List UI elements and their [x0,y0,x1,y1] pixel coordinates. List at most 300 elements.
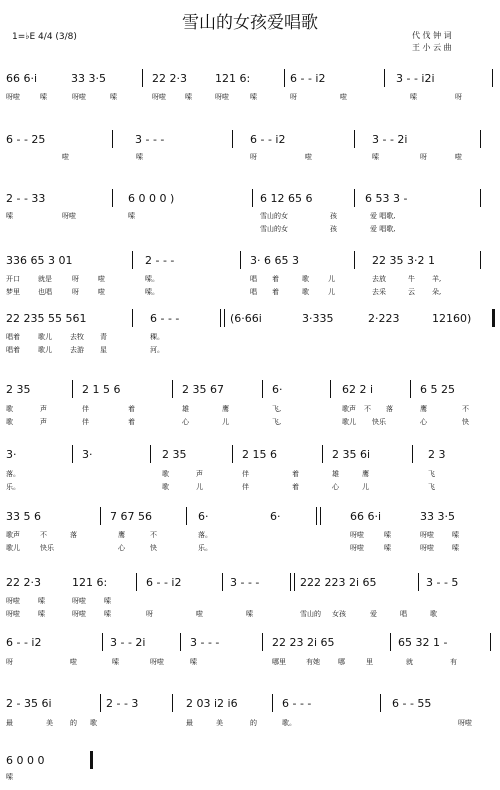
lyric: 雪山的女 [260,212,288,220]
lyric: 唱 [400,610,407,618]
measure: 2 - - 33 [6,192,46,205]
measure: 2 35 [6,383,31,396]
lyric: 歌声 [342,405,356,413]
barline [172,380,173,398]
barline [354,251,355,269]
lyric-line [0,417,500,428]
lyric: 呀 [146,610,153,618]
lyric: 歌。 [282,719,296,727]
measure: 2 - - - [145,254,175,267]
music-row [0,448,500,464]
lyric: 鹰 [118,531,125,539]
lyric: 快乐 [372,418,386,426]
lyric: 心 [332,483,339,491]
measure: 65 32 1 - [398,636,448,649]
lyric: 不 [150,531,157,539]
measure: 2 35 [162,448,187,461]
lyric: 歌儿 [38,346,52,354]
lyric: 嗦 [104,610,111,618]
lyric-line [0,274,500,285]
measure: 2 35 67 [182,383,224,396]
lyric: 最 [6,719,13,727]
measure: 2 1 5 6 [82,383,121,396]
music-row [0,133,500,149]
lyric: 嗦。 [145,288,159,296]
music-row [0,383,500,399]
barline [72,445,73,463]
lyric: 呀 [455,93,462,101]
lyric-line [0,543,500,554]
lyric: 呀啦 [458,719,472,727]
lyric: 嗦 [38,610,45,618]
lyric: 呀啦 [350,544,364,552]
lyric: 伴 [242,483,249,491]
lyric: 嗦 [128,212,135,220]
lyric: 去放 [372,275,386,283]
lyric-line [0,772,500,783]
measure: 3 - - - [135,133,165,146]
barline [262,380,263,398]
measure: 6 0 0 0 ) [128,192,175,205]
measure: 121 6: [72,576,108,589]
measure: 6 - - - [282,697,312,710]
barline [102,633,103,651]
measure: 2 15 6 [242,448,277,461]
lyric: 啦 [455,153,462,161]
lyric: 伴 [82,418,89,426]
music-row [0,510,500,526]
lyric: 鹰 [222,405,229,413]
lyric: 歌声 [6,531,20,539]
barline [480,130,481,148]
measure: 6 53 3 - [365,192,408,205]
barline [150,445,151,463]
measure: 6 - - - [150,312,180,325]
lyric: 最 [186,719,193,727]
lyric: 呀啦 [150,658,164,666]
measure: 6 - - i2 [6,636,42,649]
key-signature: 1=♭E 4/4 (3/8) [12,32,77,42]
lyric: 儿 [196,483,203,491]
lyric: 伴 [82,405,89,413]
barline [320,507,321,525]
measure: 33 5 6 [6,510,41,523]
lyric: 呀 [72,275,79,283]
measure: 7 67 56 [110,510,152,523]
lyric: 呀啦 [72,597,86,605]
measure: 2 3 [428,448,446,461]
lyric: 着 [272,288,279,296]
lyric-line [0,345,500,356]
lyric: 云 [408,288,415,296]
lyric: 歌儿 [6,544,20,552]
lyric: 呀啦 [420,531,434,539]
measure: 12160) [432,312,472,325]
lyric: 呀啦 [62,212,76,220]
barline [262,633,263,651]
measure: 6· [198,510,209,523]
lyric-line [0,469,500,480]
lyric: 美 [46,719,53,727]
lyric-line [0,718,500,729]
measure: 6 - - i2 [250,133,286,146]
lyric: 嗦 [246,610,253,618]
music-row [0,254,500,270]
lyric: 儿 [328,288,335,296]
measure: 2 35 6i [332,448,371,461]
lyric: 着 [128,418,135,426]
lyric: 去采 [372,288,386,296]
lyric: 心 [118,544,125,552]
measure: 3 - - 2i [372,133,408,146]
lyric: 着 [292,483,299,491]
barline [316,507,317,525]
lyric: 不 [364,405,371,413]
lyric-line [0,609,500,620]
barline [222,573,223,591]
barline [412,445,413,463]
measure: 222 223 2i 65 [300,576,377,589]
lyric: 嗦 [110,93,117,101]
lyric: 呀 [290,93,297,101]
lyric: 快乐 [40,544,54,552]
lyric: 歌儿 [38,333,52,341]
lyric: 爱 唱歌, [370,225,396,233]
lyric: 嗦 [112,658,119,666]
barline [100,507,101,525]
lyric: 呀啦 [6,93,20,101]
lyric: 河。 [150,346,164,354]
lyric: 落。 [198,531,212,539]
lyric: 唱 [250,288,257,296]
measure: 2 03 i2 i6 [186,697,238,710]
measure: 121 6: [215,72,251,85]
lyric: 就 [406,658,413,666]
lyric: 嗦 [136,153,143,161]
measure: 22 2·3 [6,576,41,589]
barline [240,251,241,269]
lyric: 呀 [72,288,79,296]
barline [252,189,253,207]
lyric-line [0,92,500,103]
lyric: 雪山的女 [260,225,288,233]
music-row [0,754,500,770]
lyric: 呀啦 [6,597,20,605]
lyric: 啦 [62,153,69,161]
measure: 3·335 [302,312,334,325]
lyric: 快 [462,418,469,426]
lyric: 羊, [432,275,442,283]
lyric: 飞 [428,470,435,478]
lyric: 呀啦 [350,531,364,539]
lyric: 的 [70,719,77,727]
lyric: 爱 唱歌, [370,212,396,220]
lyric: 歌儿 [342,418,356,426]
lyric-line [0,332,500,343]
lyric-line [0,657,500,668]
lyric: 爱 [370,610,377,618]
barline [112,189,113,207]
measure: 6 - - i2 [146,576,182,589]
lyric: 鹰 [420,405,427,413]
lyric: 儿 [328,275,335,283]
lyric: 啦 [305,153,312,161]
lyric: 美 [216,719,223,727]
barline [290,573,291,591]
lyric: 声 [196,470,203,478]
barline [418,573,419,591]
lyric: 嗦 [384,544,391,552]
lyric: 稞。 [150,333,164,341]
lyric: 哪里 [272,658,286,666]
lyric: 歌 [90,719,97,727]
lyric: 呀啦 [420,544,434,552]
lyric: 歌 [430,610,437,618]
lyric: 雄 [182,405,189,413]
music-row [0,576,500,592]
measure: 22 35 3·2 1 [372,254,435,267]
lyricist-credit: 代 伐 钟 词 [412,31,452,40]
music-row [0,697,500,713]
barline [480,189,481,207]
barline [136,573,137,591]
measure: 3 - - 5 [426,576,459,589]
barline [112,130,113,148]
lyric: 鹰 [362,470,369,478]
lyric: 呀啦 [72,610,86,618]
lyric: 落 [70,531,77,539]
lyric: 嗦 [185,93,192,101]
measure: 6 5 25 [420,383,455,396]
lyric: 去游 [70,346,84,354]
lyric: 嗦 [38,597,45,605]
barline [172,694,173,712]
lyric: 嗦 [104,597,111,605]
lyric-line [0,287,500,298]
final-barline [90,751,93,769]
lyric-line [0,596,500,607]
barline [284,69,285,87]
measure: 22 235 55 561 [6,312,87,325]
barline [294,573,295,591]
lyric-line [0,482,500,493]
repeat-barline [492,309,495,327]
barline [186,507,187,525]
lyric: 啦 [196,610,203,618]
barline [490,633,491,651]
lyric: 呀 [420,153,427,161]
lyric: 啦 [98,275,105,283]
barline [480,251,481,269]
lyric: 儿 [222,418,229,426]
lyric: 呀啦 [215,93,229,101]
lyric: 嗦 [6,773,13,781]
measure: 6 - - i2 [290,72,326,85]
lyric: 飞, [272,405,282,413]
lyric: 开口 [6,275,20,283]
lyric: 嗦 [410,93,417,101]
lyric: 有她 [306,658,320,666]
lyric: 呀啦 [72,93,86,101]
lyric: 嗦 [6,212,13,220]
barline [354,189,355,207]
lyric: 呀啦 [152,93,166,101]
lyric: 歌 [6,405,13,413]
lyric: 落。 [6,470,20,478]
lyric: 唱着 [6,346,20,354]
lyric: 梦里 [6,288,20,296]
barline [322,445,323,463]
lyric: 伴 [242,470,249,478]
measure: 6· [272,383,283,396]
lyric: 哪 [338,658,345,666]
lyric: 歌 [162,470,169,478]
lyric: 着 [128,405,135,413]
barline [410,380,411,398]
lyric: 呀 [6,658,13,666]
lyric: 着 [292,470,299,478]
lyric: 啦 [98,288,105,296]
lyric: 歌 [302,275,309,283]
lyric: 女孩 [332,610,346,618]
barline [180,633,181,651]
lyric: 嗦 [250,93,257,101]
lyric: 雄 [332,470,339,478]
lyric: 也唱 [38,288,52,296]
lyric: 就是 [38,275,52,283]
measure: 6 - - 55 [392,697,432,710]
barline [330,380,331,398]
lyric: 不 [462,405,469,413]
barline [132,309,133,327]
measure: 3 - - 2i [110,636,146,649]
lyric-line [0,211,500,222]
measure: 3 - - i2i [396,72,435,85]
measure: 33 3·5 [71,72,106,85]
lyric: 歌 [302,288,309,296]
lyric: 孩 [330,225,337,233]
lyric: 啦 [340,93,347,101]
measure: 6· [270,510,281,523]
measure: 6 12 65 6 [260,192,313,205]
barline [224,309,225,327]
measure: 6 0 0 0 [6,754,45,767]
music-row [0,192,500,208]
lyric: 歌 [162,483,169,491]
lyric: 嗦 [40,93,47,101]
lyric: 牛 [408,275,415,283]
lyric: 快 [150,544,157,552]
lyric: 声 [40,418,47,426]
lyric: 呀 [250,153,257,161]
barline [492,69,493,87]
lyric: 不 [40,531,47,539]
lyric-line [0,224,500,235]
lyric-line [0,530,500,541]
measure: 22 23 2i 65 [272,636,335,649]
barline [132,251,133,269]
barline [232,445,233,463]
barline [380,694,381,712]
music-row [0,312,500,328]
lyric: 嗦 [384,531,391,539]
lyric: 的 [250,719,257,727]
lyric: 心 [182,418,189,426]
barline [100,694,101,712]
lyric: 唱着 [6,333,20,341]
measure: 3 - - - [190,636,220,649]
lyric: 呀啦 [6,610,20,618]
lyric: 唱 [250,275,257,283]
measure: 3· 6 65 3 [250,254,299,267]
lyric: 啦 [70,658,77,666]
lyric: 嗦 [372,153,379,161]
lyric: 儿 [362,483,369,491]
lyric-line [0,152,500,163]
lyric: 飞, [272,418,282,426]
measure: 3 - - - [230,576,260,589]
lyric: 歌 [6,418,13,426]
lyric: 孩 [330,212,337,220]
lyric: 嗦 [452,531,459,539]
lyric: 嗦。 [145,275,159,283]
barline [354,130,355,148]
lyric: 落 [386,405,393,413]
measure: 62 2 i [342,383,374,396]
music-row [0,636,500,652]
measure: 336 65 3 01 [6,254,73,267]
lyric: 乐。 [198,544,212,552]
lyric: 声 [40,405,47,413]
lyric: 朵, [432,288,442,296]
measure: 66 6·i [350,510,382,523]
barline [142,69,143,87]
lyric: 青 [100,333,107,341]
lyric: 心 [420,418,427,426]
measure: 2 - 35 6i [6,697,52,710]
lyric: 着 [272,275,279,283]
lyric: 里 [366,658,373,666]
measure: (6·66i [230,312,262,325]
lyric: 有 [450,658,457,666]
barline [384,69,385,87]
measure: 2 - - 3 [106,697,139,710]
lyric: 星 [100,346,107,354]
measure: 3· [82,448,93,461]
lyric: 嗦 [190,658,197,666]
lyric: 飞 [428,483,435,491]
measure: 33 3·5 [420,510,455,523]
measure: 6 - - 25 [6,133,46,146]
measure: 2·223 [368,312,400,325]
song-title: 雪山的女孩爱唱歌 [182,13,318,33]
music-row [0,72,500,88]
lyric: 乐。 [6,483,20,491]
barline [72,380,73,398]
barline [220,309,221,327]
lyric: 雪山的 [300,610,321,618]
lyric: 去牧 [70,333,84,341]
measure: 66 6·i [6,72,38,85]
barline [232,130,233,148]
barline [272,694,273,712]
measure: 22 2·3 [152,72,187,85]
measure: 3· [6,448,17,461]
lyric: 嗦 [452,544,459,552]
barline [390,633,391,651]
lyric-line [0,404,500,415]
composer-credit: 王 小 云 曲 [412,43,452,52]
